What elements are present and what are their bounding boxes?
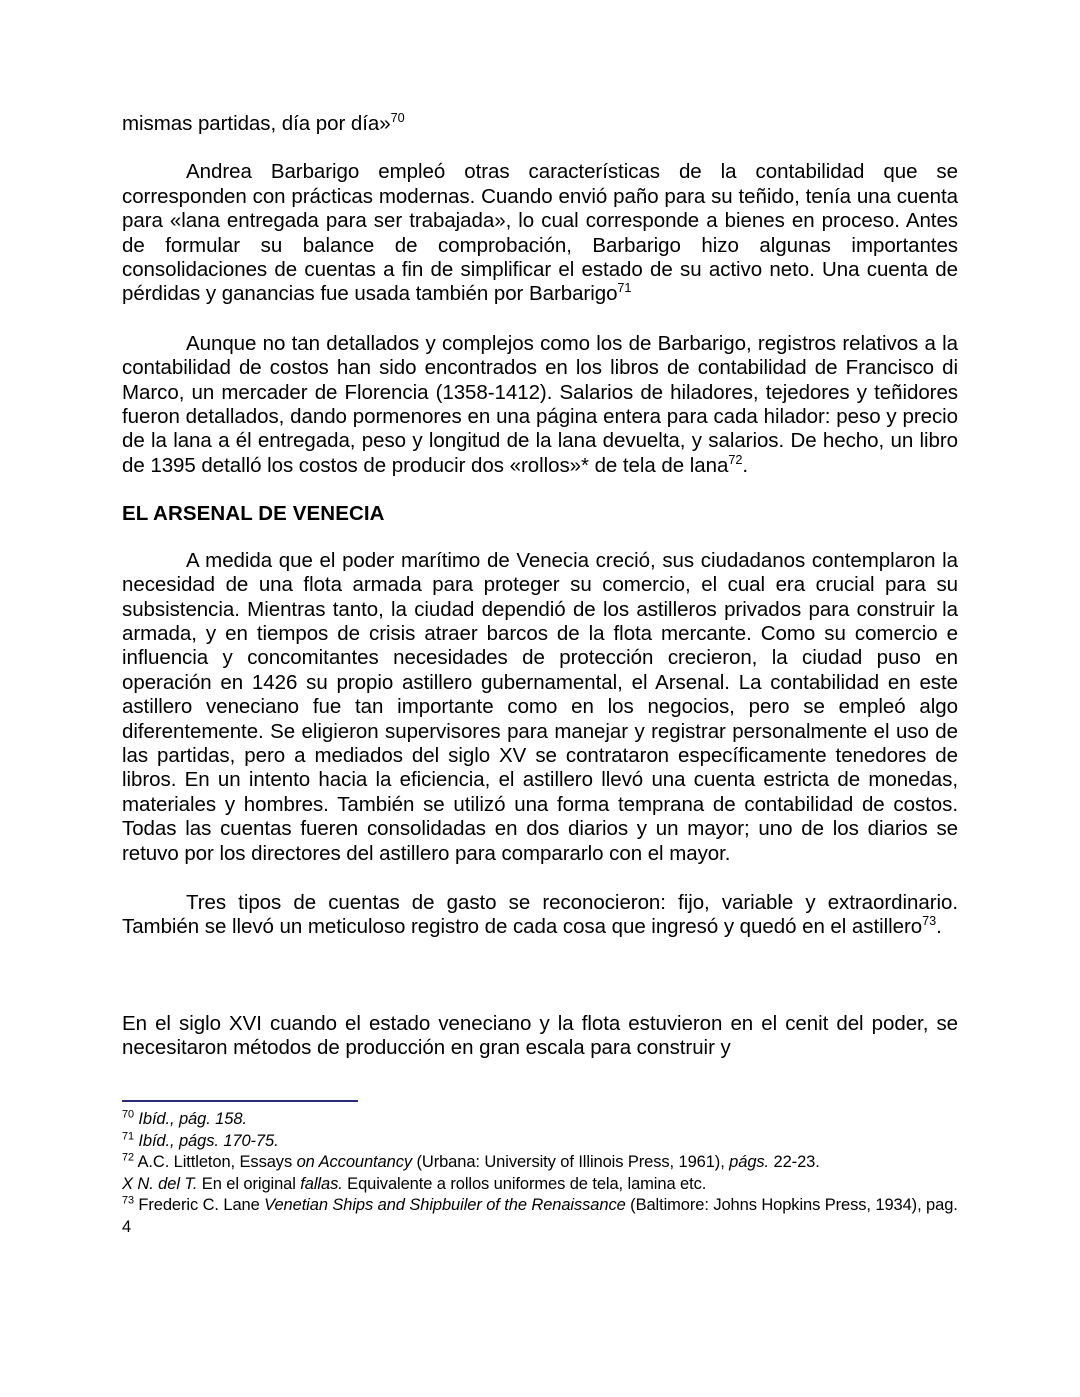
footnote-item xyxy=(122,1152,958,1174)
footnote-marker: 70 xyxy=(122,1108,134,1121)
footnote-region xyxy=(122,1100,958,1238)
footnote-text xyxy=(137,1153,819,1171)
footnote-reference-marker: 72 xyxy=(728,452,743,468)
footnote-item xyxy=(122,1109,958,1131)
paragraph-siglo-xvi xyxy=(122,1012,958,1061)
footnote-marker: 72 xyxy=(122,1151,134,1164)
text-run: (Baltimore: Johns Hopkins Press, 1934), pag. 4 xyxy=(122,1196,958,1236)
italic-run: fallas. xyxy=(300,1174,343,1193)
footnote-item xyxy=(122,1131,958,1153)
footnote-item xyxy=(122,1195,958,1238)
footnote-item xyxy=(122,1174,958,1196)
paragraph-arsenal-history xyxy=(122,549,958,866)
text-run: Aunque no tan detallados y complejos como los de Barbarigo, registros relativos a la contabilidad de costos han sido encontrados en los libros de contabilidad de Francisco di Marco, un mercader de Florencia (1358-1412). Salarios de hiladores, tejedores y teñidores fueron detallados, dando pormenores en una página entera para cada hilador: peso y precio de la lana a él entregada, peso y longitud de la lana devuelta, y salarios. De hecho, un libro de 1395 detalló los costos de producir dos «rollos»* de tela de lana xyxy=(122,331,958,477)
footnote-text xyxy=(122,1196,958,1236)
text-run: Andrea Barbarigo empleó otras características de la contabilidad que se corresponden con prácticas modernas. Cuando envió paño para su teñido, tenía una cuenta para «lana entregada para ser trabajada», lo cual corresponde a bienes en proceso. Antes de formular su balance de comprobación, Barbarigo hizo algunas importantes consolidaciones de cuentas a fin de simplificar el estado de su activo neto. Una cuenta de pérdidas y ganancias fue usada también por Barbarigo xyxy=(122,160,958,306)
footnote-marker: X xyxy=(122,1174,133,1193)
paragraph-barbarigo xyxy=(122,160,958,306)
text-run: A.C. Littleton, Essays xyxy=(137,1153,297,1171)
footnote-list xyxy=(122,1109,958,1238)
heading-spacer xyxy=(122,527,958,549)
text-run: . xyxy=(936,915,942,939)
footnote-reference-marker: 73 xyxy=(922,913,937,929)
italic-run: Ibíd., págs. 170-75. xyxy=(138,1131,279,1150)
italic-run: Venetian Ships and Shipbuiler of the Renaissance xyxy=(264,1196,626,1214)
paragraph-spacer xyxy=(122,136,958,160)
text-run: En el siglo XVI cuando el estado veneciano y la flota estuvieron en el cenit del poder, se necesitaron métodos de producción en gran escala para construir y xyxy=(122,1011,958,1060)
footnote-marker: 71 xyxy=(122,1130,134,1142)
paragraph-expense-accounts xyxy=(122,891,958,940)
italic-run: págs. xyxy=(729,1153,770,1171)
footnote-text xyxy=(138,1132,278,1150)
text-run: 22-23. xyxy=(769,1153,820,1171)
footnote-separator-rule xyxy=(122,1100,358,1102)
italic-run: N. del T. xyxy=(137,1174,198,1193)
paragraph-spacer xyxy=(122,307,958,332)
footnote-text xyxy=(138,1110,247,1128)
footnote-reference-marker: 70 xyxy=(390,110,405,126)
footnote-reference-marker: 71 xyxy=(617,280,632,296)
paragraph-francisco-di-marco xyxy=(122,332,958,478)
text-run: (Urbana: University of Illinois Press, 1961), xyxy=(412,1153,730,1171)
text-run: En el original xyxy=(197,1174,301,1193)
body-text-region xyxy=(122,112,958,1061)
text-run: A medida que el poder marítimo de Venecia creció, sus ciudadanos contemplaron la necesidad de una flota armada para proteger su comercio, el cual era crucial para su subsistencia. Mientras tanto, la ciudad dependió de los astilleros privados para construir la armada, y en tiempos de crisis atraer barcos de la flota mercante. Como su comercio e influencia y concomitantes necesidades de protección crecieron, la ciudad puso en operación en 1426 su propio astillero gubernamental, el Arsenal. La contabilidad en este astillero veneciano fue tan importante como en los negocios, pero se empleó algo diferentemente. Se eligieron supervisores para manejar y registrar personalmente el uso de las partidas, pero a mediados del siglo XV se contrataron específicamente tenedores de libros. En un intento hacia la eficiencia, el astillero llevó una cuenta estricta de monedas, materiales y hombres. También se utilizó una forma temprana de contabilidad de costos. Todas las cuentas fueren consolidadas en dos diarios y un mayor; uno de los diarios se retuvo por los directores del astillero para compararlo con el mayor. xyxy=(122,548,958,865)
footnote-marker: 73 xyxy=(122,1194,134,1207)
paragraph-continuation xyxy=(122,112,958,136)
text-run: mismas partidas, día por día» xyxy=(122,112,391,135)
text-run: . xyxy=(742,453,749,477)
section-heading-arsenal: EL ARSENAL DE VENECIA xyxy=(122,502,385,526)
section-spacer xyxy=(122,940,958,1012)
text-run: Frederic C. Lane xyxy=(138,1196,265,1214)
text-run: Equivalente a rollos uniformes de tela, lamina etc. xyxy=(342,1174,707,1193)
italic-run: on Accountancy xyxy=(296,1153,412,1171)
footnote-text xyxy=(137,1175,706,1193)
paragraph-spacer xyxy=(122,866,958,891)
italic-run: Ibíd., pág. 158. xyxy=(138,1110,247,1128)
heading-spacer xyxy=(122,478,958,502)
text-run: Tres tipos de cuentas de gasto se reconocieron: fijo, variable y extraordinario. También se llevó un meticuloso registro de cada cosa que ingresó y quedó en el astillero xyxy=(122,890,958,939)
